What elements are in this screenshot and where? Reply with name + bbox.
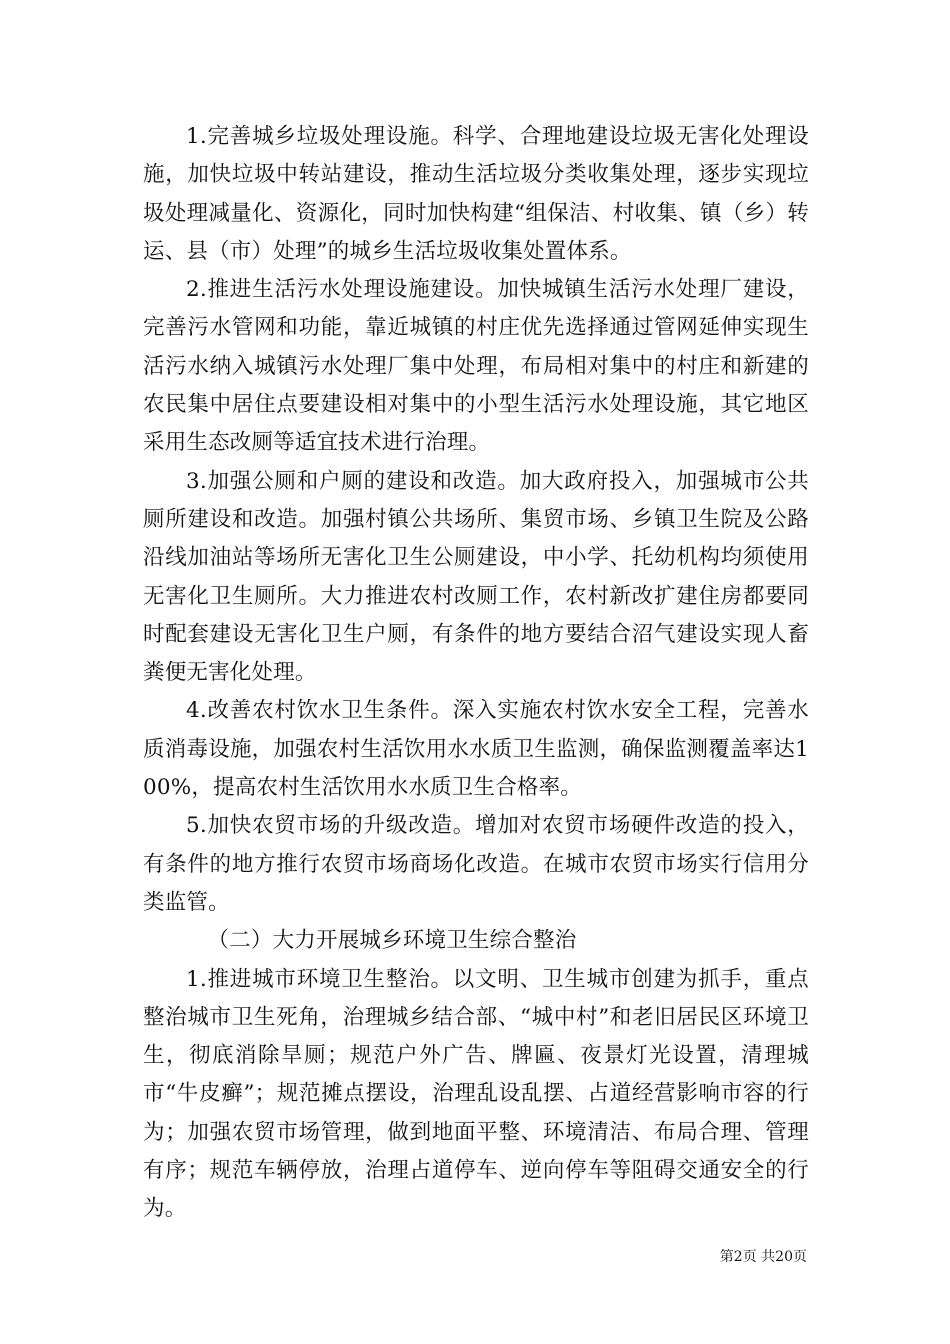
footer-middle: 页 共 bbox=[742, 1249, 776, 1265]
section-heading: （二）大力开展城乡环境卫生综合整治 bbox=[207, 928, 577, 954]
paragraph-rural-drinking-water: 4.改善农村饮水卫生条件。深入实施农村饮水安全工程，完善水质消毒设施，加强农村生活饮用水水质卫生监测，确保监测覆盖率达100%，提高农村生活饮用水水质卫生合格率。 bbox=[143, 698, 809, 801]
footer-total-pages: 20 bbox=[775, 1249, 793, 1265]
footer-suffix: 页 bbox=[793, 1249, 807, 1265]
paragraph-farmers-market: 5.加快农贸市场的升级改造。增加对农贸市场硬件改造的投入，有条件的地方推行农贸市场商场化改造。在城市农贸市场实行信用分类监管。 bbox=[143, 813, 809, 915]
footer-prefix: 第 bbox=[719, 1249, 734, 1265]
paragraph-urban-sanitation: 1.推进城市环境卫生整治。以文明、卫生城市创建为抓手，重点整治城市卫生死角，治理城乡结合部、“城中村”和老旧居民区环境卫生，彻底消除旱厕；规范户外广告、牌匾、夜景灯光设置，清理城市“牛皮癣”；规范摊点摆设，治理乱设乱摆、占道经营影响市容的行为；加强农贸市场管理，做到地面平整、环境清洁、布局合理、管理有序；规范车辆停放，治理占道停车、逆向停车等阻碍交通安全的行为。 bbox=[143, 966, 809, 1222]
paragraph-sewage-facilities: 2.推进生活污水处理设施建设。加快城镇生活污水处理厂建设，完善污水管网和功能，靠近城镇的村庄优先选择通过管网延伸实现生活污水纳入城镇污水处理厂集中处理，布局相对集中的村庄和新建的农民集中居住点要建设相对集中的小型生活污水处理设施，其它地区采用生态改厕等适宜技术进行治理。 bbox=[143, 277, 809, 456]
page-footer bbox=[720, 1248, 807, 1266]
footer-current-page: 2 bbox=[733, 1249, 743, 1265]
paragraph-garbage-facilities: 1.完善城乡垃圾处理设施。科学、合理地建设垃圾无害化处理设施，加快垃圾中转站建设，推动生活垃圾分类收集处理，逐步实现垃圾处理减量化、资源化，同时加快构建“组保洁、村收集、镇（乡）转运、县（市）处理”的城乡生活垃圾收集处置体系。 bbox=[143, 124, 809, 264]
paragraph-toilet-construction: 3.加强公厕和户厕的建设和改造。加大政府投入，加强城市公共厕所建设和改造。加强村镇公共场所、集贸市场、乡镇卫生院及公路沿线加油站等场所无害化卫生公厕建设，中小学、托幼机构均须使用无害化卫生厕所。大力推进农村改厕工作，农村新改扩建住房都要同时配套建设无害化卫生户厕，有条件的地方要结合沼气建设实现人畜粪便无害化处理。 bbox=[143, 468, 809, 686]
body-text bbox=[143, 118, 809, 1229]
